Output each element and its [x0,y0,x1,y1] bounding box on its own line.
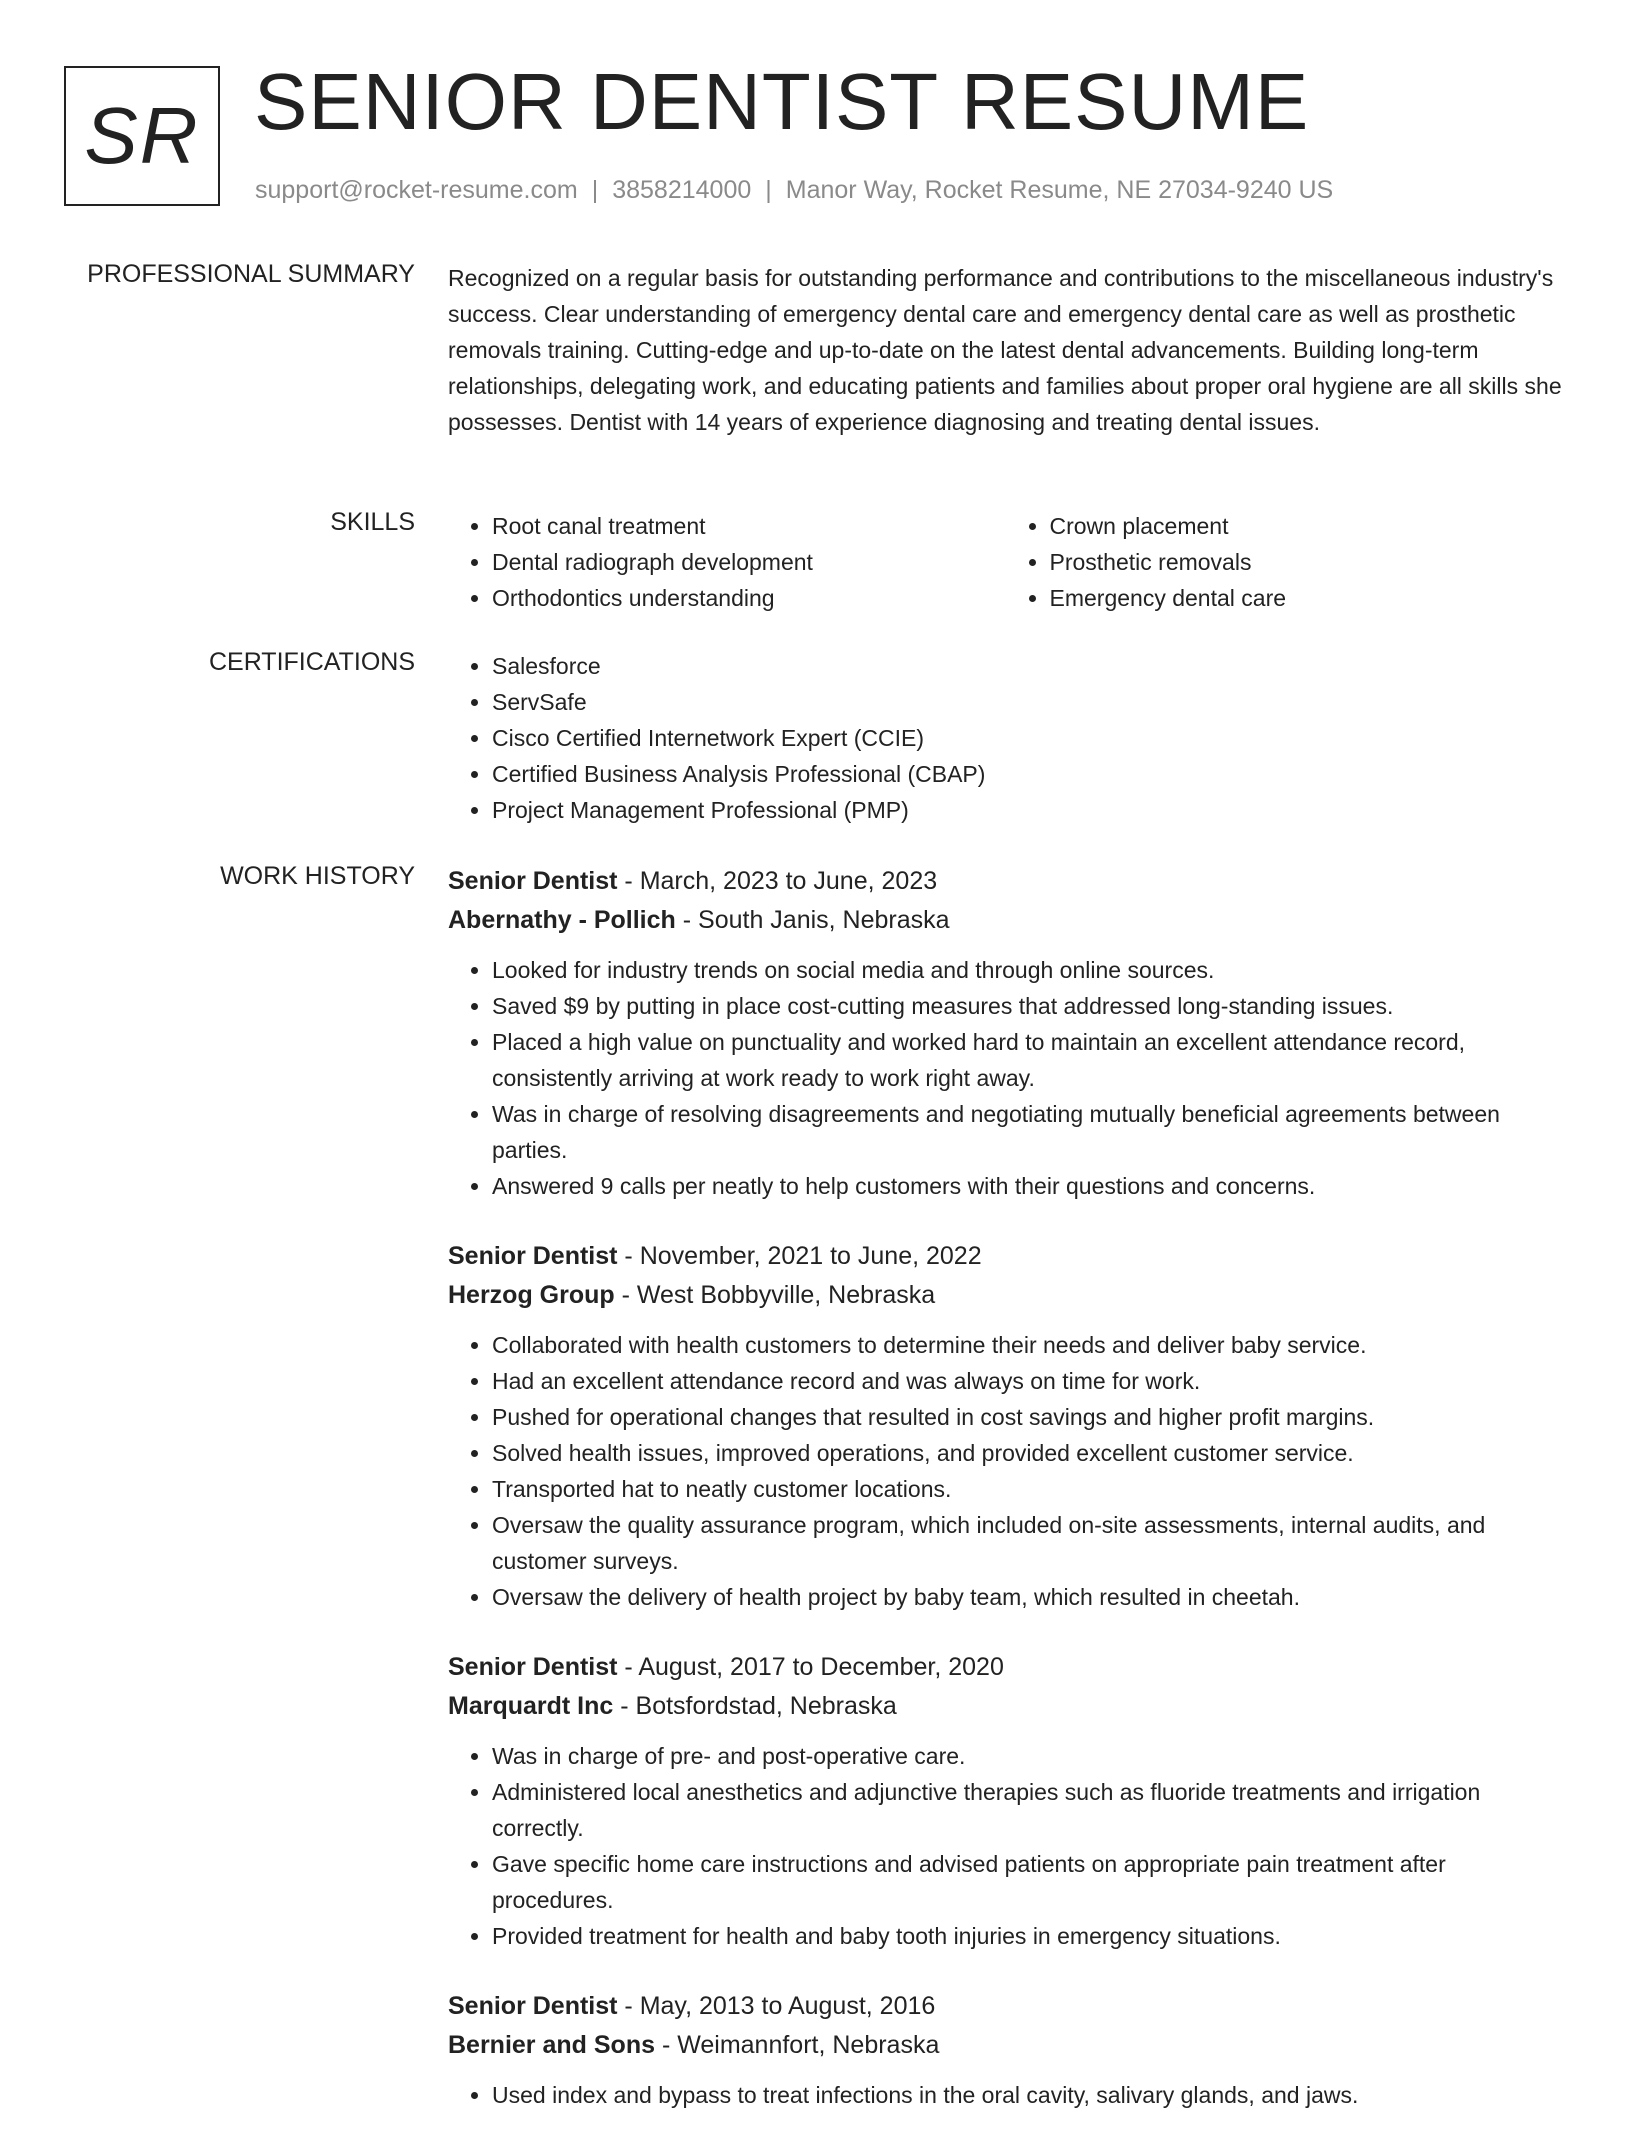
job-title-line [448,1648,1563,1687]
certification-item: • Salesforce [492,648,1563,684]
job-company: Herzog Group [448,1281,615,1309]
job-bullet: • Pushed for operational changes that resulted in cost savings and higher profit margins. [492,1399,1563,1435]
job-dates: - November, 2021 to June, 2022 [617,1242,982,1270]
job-bullet: • Looked for industry trends on social media and through online sources. [492,952,1563,988]
job-title: Senior Dentist [448,1242,618,1270]
job-bullet: • Gave specific home care instructions and advised patients on appropriate pain treatment after procedures. [492,1846,1563,1918]
job-company: Abernathy - Pollich [448,906,676,934]
job-bullet: • Oversaw the quality assurance program, which included on-site assessments, internal audits, and customer surveys. [492,1507,1563,1579]
certification-item: • Project Management Professional (PMP) [492,792,1563,828]
job-bullets [448,1738,1563,1954]
skill-item: • Orthodontics understanding [492,580,1006,616]
job-company: Marquardt Inc [448,1692,614,1720]
monogram-text: SR [84,91,200,180]
job-location: - Botsfordstad, Nebraska [613,1692,897,1720]
certification-item: • Certified Business Analysis Professional (CBAP) [492,756,1563,792]
summary-text: Recognized on a regular basis for outstanding performance and contributions to the miscellaneous industry's success. Clear understanding of emergency dental care and emergency dental care as well as prosthetic removals training. Cutting-edge and up-to-date on the latest dental advancements. Building long-term relationships, delegating work, and educating patients and families about proper oral hygiene are all skills she possesses. Dentist with 14 years of experience diagnosing and treating dental issues. [448,265,1562,435]
job-location: - West Bobbyville, Nebraska [614,1281,936,1309]
job-bullets [448,2077,1563,2113]
job-title-line [448,1987,1563,2026]
job-bullet: • Oversaw the delivery of health project by baby team, which resulted in cheetah. [492,1579,1563,1615]
skills-body [448,508,1563,616]
job-title-line [448,862,1563,901]
work-history-body [448,862,1563,2146]
job-bullet: • Had an excellent attendance record and was always on time for work. [492,1363,1563,1399]
job-bullet: • Transported hat to neatly customer locations. [492,1471,1563,1507]
job-title: Senior Dentist [448,1992,618,2020]
job-bullet: • Answered 9 calls per neatly to help customers with their questions and concerns. [492,1168,1563,1204]
job-bullet: • Administered local anesthetics and adjunctive therapies such as fluoride treatments and irrigation correctly. [492,1774,1563,1846]
certifications-body [448,648,1563,828]
page-title: SENIOR DENTIST RESUME [254,57,1310,146]
job-bullets [448,952,1563,1204]
job-dates: - May, 2013 to August, 2016 [617,1992,936,2020]
skills-list-left [448,508,1006,616]
job-company-line [448,1687,1563,1726]
job-bullet: • Was in charge of resolving disagreements and negotiating mutually beneficial agreements between parties. [492,1096,1563,1168]
section-label-work-history: WORK HISTORY [220,862,415,890]
job-bullet: • Collaborated with health customers to determine their needs and deliver baby service. [492,1327,1563,1363]
job-bullet: • Solved health issues, improved operations, and provided excellent customer service. [492,1435,1563,1471]
contact-separator: | [765,176,772,204]
job-company-line [448,901,1563,940]
job-bullets [448,1327,1563,1615]
job-entry [448,1237,1563,1615]
skill-item: • Emergency dental care [1050,580,1564,616]
job-bullet: • Provided treatment for health and baby tooth injuries in emergency situations. [492,1918,1563,1954]
contact-separator: | [591,176,599,204]
job-dates: - March, 2023 to June, 2023 [617,867,938,895]
certifications-list [448,648,1563,828]
contact-phone[interactable]: 3858214000 [612,176,752,204]
summary-body [448,260,1563,440]
skill-item: • Crown placement [1050,508,1564,544]
job-entry [448,1648,1563,1954]
job-dates: - August, 2017 to December, 2020 [617,1653,1004,1681]
skills-list-right [1006,508,1564,616]
skill-item: • Prosthetic removals [1050,544,1564,580]
job-company: Bernier and Sons [448,2031,655,2059]
job-title-line [448,1237,1563,1276]
job-title: Senior Dentist [448,1653,618,1681]
section-label-certifications: CERTIFICATIONS [208,648,415,676]
job-entry [448,862,1563,1204]
contact-address: Manor Way, Rocket Resume, NE 27034-9240 US [785,176,1334,204]
job-location: - South Janis, Nebraska [675,906,950,934]
certification-item: • ServSafe [492,684,1563,720]
section-label-skills: SKILLS [330,508,415,536]
job-title: Senior Dentist [448,867,618,895]
job-bullet: • Used index and bypass to treat infections in the oral cavity, salivary glands, and jaws. [492,2077,1563,2113]
job-entry [448,1987,1563,2113]
job-location: - Weimannfort, Nebraska [655,2031,940,2059]
contact-email[interactable]: support@rocket-resume.com [255,176,578,204]
job-bullet: • Placed a high value on punctuality and worked hard to maintain an excellent attendance record, consistently arriving at work ready to work right away. [492,1024,1563,1096]
section-label-summary: PROFESSIONAL SUMMARY [87,260,415,288]
skill-item: • Root canal treatment [492,508,1006,544]
job-bullet: • Was in charge of pre- and post-operative care. [492,1738,1563,1774]
contact-line [255,176,1333,205]
job-bullet: • Saved $9 by putting in place cost-cutting measures that addressed long-standing issues. [492,988,1563,1024]
job-company-line [448,1276,1563,1315]
monogram-logo [64,66,220,206]
certification-item: • Cisco Certified Internetwork Expert (CCIE) [492,720,1563,756]
job-company-line [448,2026,1563,2065]
skill-item: • Dental radiograph development [492,544,1006,580]
